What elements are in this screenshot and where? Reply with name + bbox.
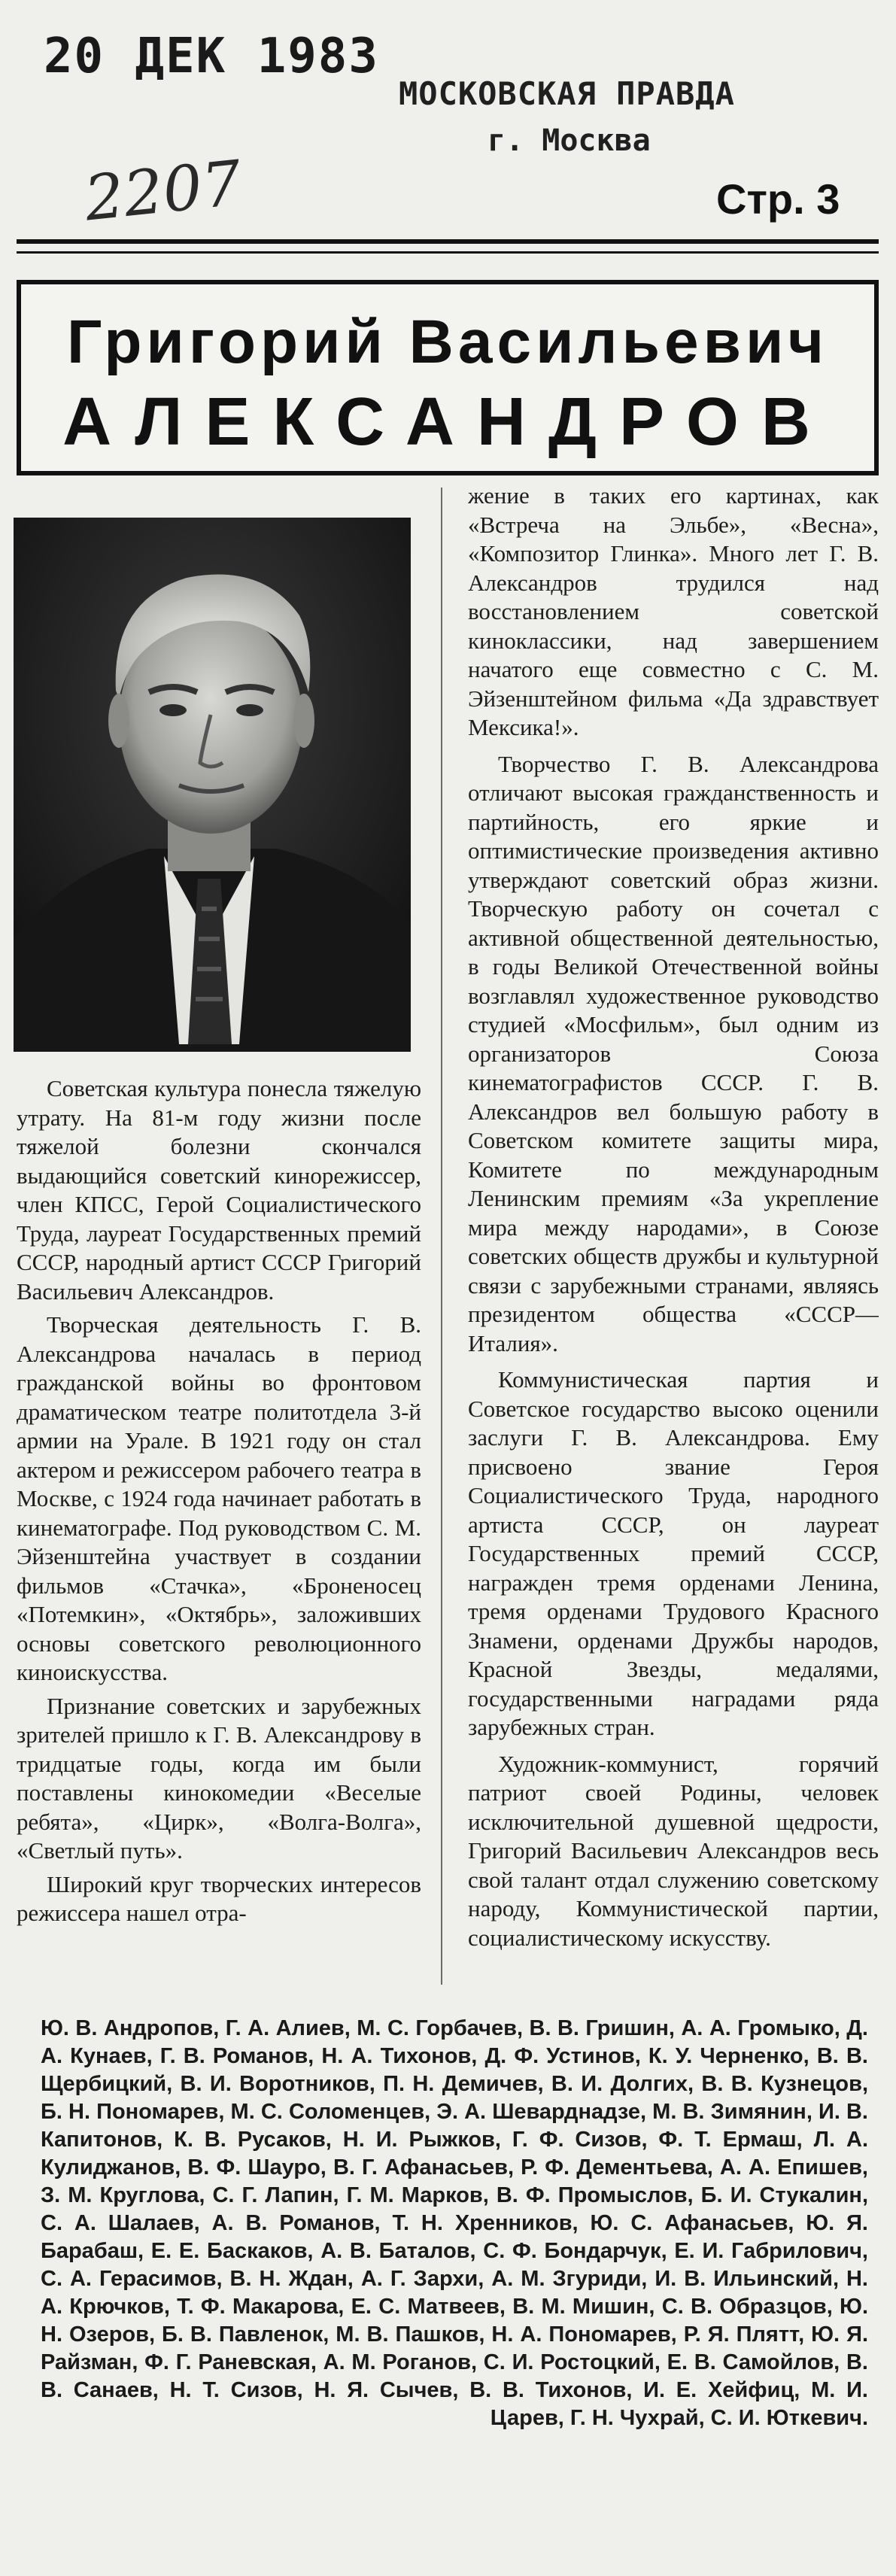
article-paragraph: Коммунистическая партия и Советское государство высоко оценили заслуги Г. В. Александрова. Ему присвоено звание Героя Социалистического Труда, народного артиста СССР, он лауреат Государственных премий СССР, награжден тремя орденами Ленина, тремя орденами Трудового Красного Знамени, орденами Дружбы народов, Красной Звезды, медалями, государственными наградами ряда зарубежных стран. <box>468 1366 879 1740</box>
article-paragraph: Художник-коммунист, горячий патриот своей Родины, человек исключительной душевной щедрости, Григорий Васильевич Александров весь свой талант отдал служению советскому народу, Коммунистической партии, социалистическому искусству. <box>468 1750 879 1951</box>
article-left-column <box>17 1074 421 2001</box>
top-rule-thin <box>17 251 879 254</box>
top-rule <box>17 239 879 244</box>
portrait-photo <box>14 518 411 1052</box>
page-number: Стр. 3 <box>716 175 840 223</box>
portrait-illustration <box>14 518 411 1052</box>
newspaper-name-stamp: МОСКОВСКАЯ ПРАВДА <box>399 75 735 112</box>
article-paragraph: Творческая деятельность Г. В. Александрова началась в период гражданской войны во фронтовом драматическом театре политотдела 3-й армии на Урале. В 1921 году он стал актером и режиссером рабочего театра в Москве, с 1924 года начинает работать в кинематографе. Под руководством С. М. Эйзенштейна участвует в создании фильмов «Стачка», «Броненосец «Потемкин», «Октябрь», заложивших основы советского революционного киноискусства. <box>17 1311 421 1685</box>
column-divider <box>441 488 442 1985</box>
headline-surname: АЛЕКСАНДРОВ <box>62 384 833 460</box>
article-paragraph: Широкий круг творческих интересов режиссера нашел отра- <box>17 1870 421 1926</box>
headline-box <box>17 280 879 475</box>
article-paragraph: жение в таких его картинах, как «Встреча на Эльбе», «Весна», «Композитор Глинка». Много лет Г. В. Александров трудился над восстановлением советской киноклассики, над завершением начатого еще совместно с С. М. Эйзенштейном фильма «Да здравствует Мексика!». <box>468 482 879 740</box>
signatories-list: Ю. В. Андропов, Г. А. Алиев, М. С. Горбачев, В. В. Гришин, А. А. Громыко, Д. А. Кунаев, Г. В. Романов, Н. А. Тихонов, Д. Ф. Устинов, К. У. Черненко, В. В. Щербицкий, В. И. Воротников, П. Н. Демичев, В. И. Долгих, В. В. Кузнецов, Б. Н. Пономарев, М. С. Соломенцев, Э. А. Шеварднадзе, М. В. Зимянин, И. В. Капитонов, К. В. Русаков, Н. И. Рыжков, Г. Ф. Сизов, Ф. Т. Ермаш, Л. А. Кулиджанов, В. Ф. Шауро, В. Г. Афанасьев, Р. Ф. Дементьева, А. А. Епишев, З. М. Круглова, С. Г. Лапин, Г. М. Марков, В. Ф. Промыслов, Б. И. Стукалин, С. А. Шалаев, А. В. Романов, Т. Н. Хренников, Ю. С. Афанасьев, Ю. Я. Барабаш, Е. Е. Баскаков, А. В. Баталов, С. Ф. Бондарчук, Е. И. Габрилович, С. А. Герасимов, В. Н. Ждан, А. Г. Зархи, А. М. Згуриди, И. В. Ильинский, Н. А. Крючков, Т. Ф. Макарова, Е. С. Матвеев, В. М. Мишин, С. В. Образцов, Ю. Н. Озеров, Б. В. Павленок, М. В. Пашков, Н. А. Пономарев, Р. Я. Плятт, Ю. Я. Райзман, Ф. Г. Раневская, А. М. Роганов, С. И. Ростоцкий, Е. В. Самойлов, В. В. Санаев, Н. Т. Сизов, Н. Я. Сычев, В. В. Тихонов, И. Е. Хейфиц, М. И. Царев, Г. Н. Чухрай, С. И. Юткевич. <box>41 2016 868 2430</box>
article-paragraph: Советская культура понесла тяжелую утрату. На 81-м году жизни после тяжелой болезни скончался выдающийся советский кинорежиссер, член КПСС, Герой Социалистического Труда, лауреат Государственных премий СССР, народный артист СССР Григорий Васильевич Александров. <box>17 1075 421 1305</box>
article-paragraph: Признание советских и зарубежных зрителей пришло к Г. В. Александрову в тридцатые годы, когда им были поставлены кинокомедии «Веселые ребята», «Цирк», «Волга-Волга», «Светлый путь». <box>17 1692 421 1864</box>
article-right-column <box>468 481 879 1994</box>
handwritten-number: 2207 <box>81 147 245 235</box>
city-stamp: г. Москва <box>487 123 651 158</box>
date-stamp: 20 ДЕК 1983 <box>44 29 379 84</box>
article-paragraph: Творчество Г. В. Александрова отличают высокая гражданственность и партийность, его яркие и оптимистические произведения активно утверждают советский образ жизни. Творческую работу он сочетал с активной общественной деятельностью, в годы Великой Отечественной войны возглавлял художественное руководство студией «Мосфильм», был одним из организаторов Союза кинематографистов СССР. Г. В. Александров вел большую работу в Советском комитете защиты мира, Комитете по международным Ленинским премиям «За укрепление мира между народами», в Союзе советских обществ дружбы и культурной связи с зарубежными странами, являясь президентом общества «СССР—Италия». <box>468 750 879 1356</box>
headline-first-name: Григорий Васильевич <box>66 308 829 376</box>
